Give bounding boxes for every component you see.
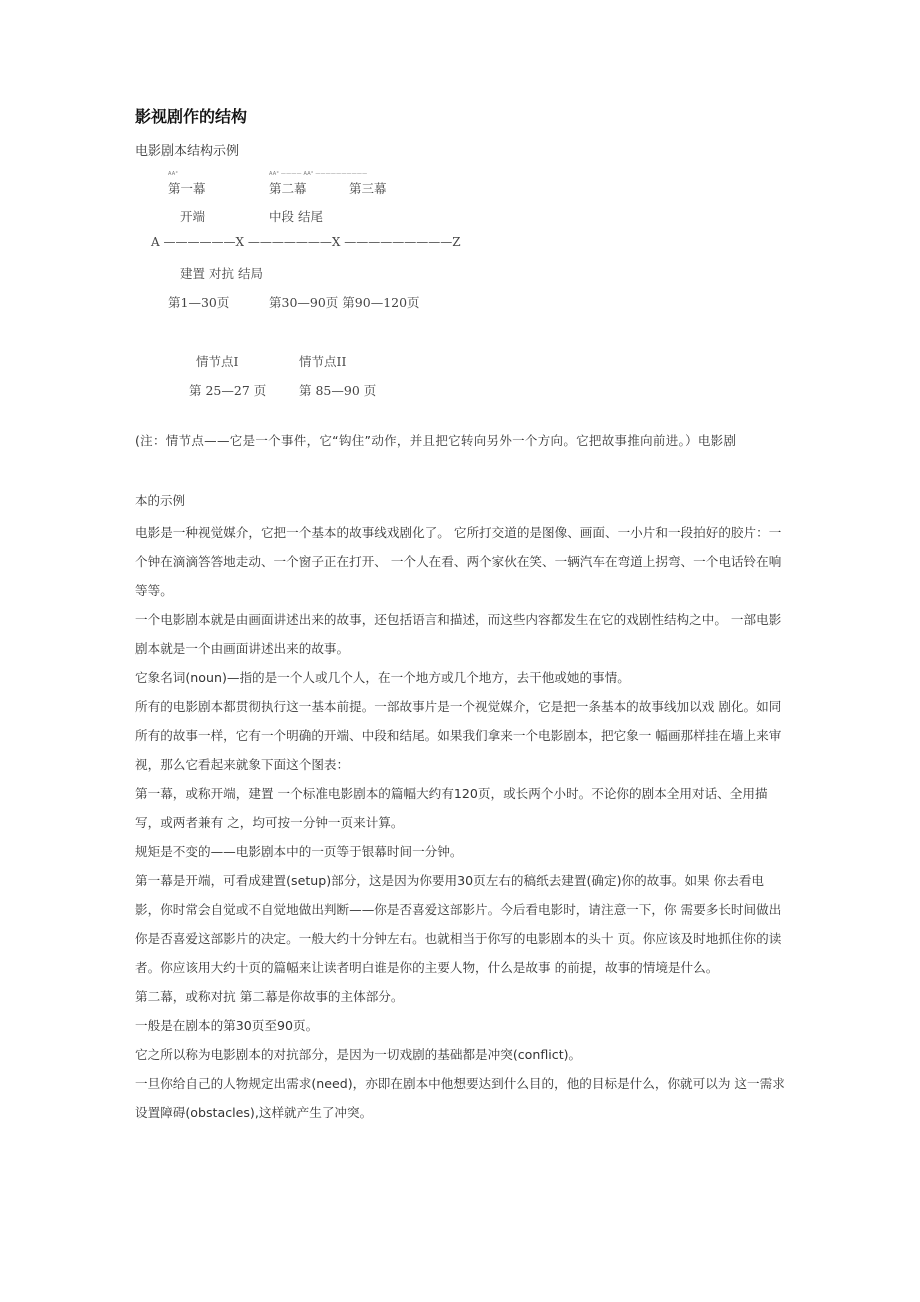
part-begin-label: 开端 (180, 209, 206, 224)
plot-point-2-pages: 第 85—90 页 (299, 383, 377, 398)
act-1-label: 第一幕 (168, 181, 206, 196)
paragraph: 它之所以称为电影剧本的对抗部分，是因为一切戏剧的基础都是冲突(conflict)。 (135, 1047, 582, 1062)
paragraph: 第一幕，或称开端，建置 一个标准电影剧本的篇幅大约有120页，或长两个小时。不论你的剧本全用对话、全用描写，或两者兼有 之，均可按一分钟一页来计算。 (135, 786, 768, 830)
paragraph: 一旦你给自己的人物规定出需求(need)，亦即在剧本中他想要达到什么目的，他的目标是什么，你就可以为 这一需求设置障碍(obstacles),这样就产生了冲突。 (135, 1076, 785, 1120)
document-subtitle: 电影剧本结构示例 (135, 144, 240, 159)
act-2-3-pages: 第30—90页 第90—120页 (269, 295, 420, 310)
act-1-pages: 第1—30页 (168, 295, 230, 310)
paragraph: 它象名词(noun)—指的是一个人或几个人，在一个地方或几个地方，去干他或她的事情。 (135, 670, 630, 685)
plot-point-2-label: 情节点II (299, 354, 347, 369)
body-text (135, 518, 787, 1127)
paragraph: 所有的电影剧本都贯彻执行这一基本前提。一部故事片是一个视觉媒介，它是把一条基本的故事线加以戏 剧化。如同所有的故事一样，它有一个明确的开端、中段和结尾。如果我们拿来一个电影剧本，把它象一 幅画那样挂在墙上来审视，那么它看起来就象下面这个图表： (135, 699, 782, 772)
document-title: 影视剧作的结构 (135, 107, 248, 126)
act-2-label: 第二幕 (269, 181, 307, 196)
part-middle-end-label: 中段 结尾 (269, 209, 323, 224)
diagram-small-mark: AA° (168, 171, 179, 177)
paragraph: 第一幕是开端，可看成建置(setup)部分，这是因为你要用30页左右的稿纸去建置(确定)你的故事。如果 你去看电影，你时常会自觉或不自觉地做出判断——你是否喜爱这部影片。今后看电影时，请注意一下，你 需要多长时间做出你是否喜爱这部影片的决定。一般大约十分钟左右。也就相当于你写的电影剧本的头十 页。你应该及时地抓住你的读者。你应该用大约十页的篇幅来让读者明白谁是你的主要人物，什么是故事 的前提，故事的情境是什么。 (135, 873, 782, 975)
act-3-label: 第三幕 (349, 181, 387, 196)
timeline: A ——————X ———————X —————————Z (151, 235, 461, 249)
diagram-small-mark: AA° ———— AA° —————————— (269, 171, 368, 177)
plot-point-1-pages: 第 25—27 页 (189, 383, 267, 398)
stages-label: 建置 对抗 结局 (180, 266, 263, 281)
paragraph: 一般是在剧本的第30页至90页。 (135, 1018, 319, 1033)
plot-point-1-label: 情节点I (196, 354, 239, 369)
plot-point-note-continued: 本的示例 (135, 493, 186, 508)
plot-point-note: (注：情节点——它是一个事件，它“钩住”动作，并且把它转向另外一个方向。它把故事推向前进。）电影剧 (135, 433, 737, 448)
paragraph: 规矩是不变的——电影剧本中的一页等于银幕时间一分钟。 (135, 844, 463, 859)
paragraph: 一个电影剧本就是由画面讲述出来的故事，还包括语言和描述，而这些内容都发生在它的戏剧性结构之中。 一部电影剧本就是一个由画面讲述出来的故事。 (135, 612, 782, 656)
paragraph: 电影是一种视觉媒介，它把一个基本的故事线戏剧化了。 它所打交道的是图像、画面、一小片和一段拍好的胶片：一个钟在滴滴答答地走动、一个窗子正在打开、 一个人在看、两个家伙在笑、一辆汽车在弯道上拐弯、一个电话铃在响等等。 (135, 525, 782, 598)
paragraph: 第二幕，或称对抗 第二幕是你故事的主体部分。 (135, 989, 404, 1004)
